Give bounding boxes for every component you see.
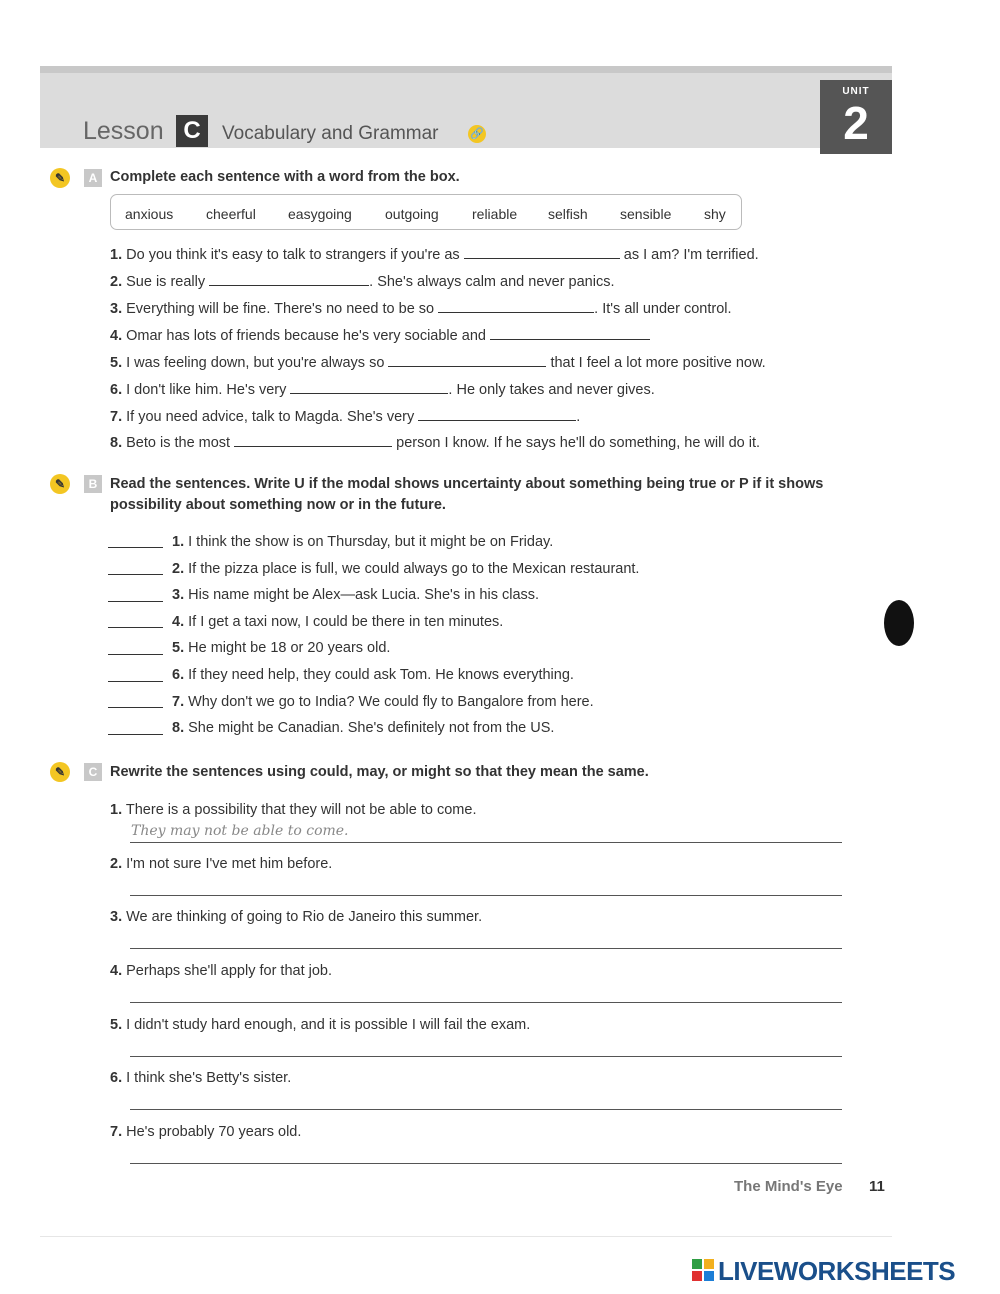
sample-answer: They may not be able to come. [131, 823, 349, 839]
answer-line[interactable] [130, 842, 842, 843]
section-a-sentence: 8. Beto is the most person I know. If he says he'll do something, he will do it. [110, 435, 761, 451]
answer-blank[interactable] [108, 707, 163, 708]
section-a-sentence: 1. Do you think it's easy to talk to strangers if you're as as I am? I'm terrified. [110, 247, 759, 263]
unit-label: UNIT [842, 86, 870, 97]
section-c-sentence: 4. Perhaps she'll apply for that job. [110, 963, 333, 979]
answer-blank[interactable] [209, 273, 369, 286]
answer-blank[interactable] [418, 408, 576, 421]
edit-icon[interactable]: ✎ [50, 762, 70, 782]
section-a-sentence: 5. I was feeling down, but you're always so that I feel a lot more positive now. [110, 355, 766, 371]
word-box-item: reliable [472, 206, 518, 222]
answer-blank[interactable] [234, 434, 392, 447]
lesson-word: Lesson [83, 117, 164, 145]
logo-icon [692, 1259, 714, 1281]
edit-icon[interactable]: ✎ [50, 474, 70, 494]
section-a-sentence: 7. If you need advice, talk to Magda. She's very . [110, 409, 581, 425]
answer-blank[interactable] [290, 381, 448, 394]
section-c-instruction: Rewrite the sentences using could, may, or might so that they mean the same. [110, 764, 649, 780]
section-b-letter: B [84, 475, 102, 493]
answer-blank[interactable] [108, 681, 163, 682]
page-number: 11 [869, 1178, 885, 1195]
answer-line[interactable] [130, 1002, 842, 1003]
section-b-sentence: 2. If the pizza place is full, we could always go to the Mexican restaurant. [172, 561, 640, 577]
link-icon[interactable]: 🔗 [468, 125, 486, 143]
book-title: The Mind's Eye [734, 1178, 843, 1195]
word-box-item: selfish [548, 206, 588, 222]
section-b-sentence: 7. Why don't we go to India? We could fly to Bangalore from here. [172, 694, 594, 710]
answer-line[interactable] [130, 948, 842, 949]
word-box-item: sensible [620, 206, 672, 222]
section-b-sentence: 6. If they need help, they could ask Tom. He knows everything. [172, 667, 574, 683]
answer-blank[interactable] [388, 354, 546, 367]
section-c-sentence: 7. He's probably 70 years old. [110, 1124, 302, 1140]
answer-blank[interactable] [108, 601, 163, 602]
section-c-sentence: 3. We are thinking of going to Rio de Janeiro this summer. [110, 909, 483, 925]
answer-blank[interactable] [108, 574, 163, 575]
section-c-sentence: 5. I didn't study hard enough, and it is possible I will fail the exam. [110, 1017, 531, 1033]
word-box [110, 194, 742, 230]
section-a-letter: A [84, 169, 102, 187]
answer-line[interactable] [130, 1109, 842, 1110]
answer-blank[interactable] [490, 327, 650, 340]
answer-blank[interactable] [108, 547, 163, 548]
section-a-instruction: Complete each sentence with a word from the box. [110, 169, 460, 185]
section-b-sentence: 4. If I get a taxi now, I could be there in ten minutes. [172, 614, 504, 630]
section-c-letter: C [84, 763, 102, 781]
section-b-sentence: 1. I think the show is on Thursday, but it might be on Friday. [172, 534, 554, 550]
answer-line[interactable] [130, 1163, 842, 1164]
unit-number: 2 [843, 97, 869, 149]
answer-line[interactable] [130, 895, 842, 896]
worksheet-page [40, 66, 892, 1236]
section-a-sentence: 4. Omar has lots of friends because he's very sociable and [110, 327, 650, 344]
answer-blank[interactable] [108, 734, 163, 735]
answer-blank[interactable] [108, 627, 163, 628]
section-c-sentence: 2. I'm not sure I've met him before. [110, 856, 333, 872]
word-box-item: shy [704, 206, 726, 222]
answer-blank[interactable] [464, 246, 620, 259]
word-box-item: easygoing [288, 206, 352, 222]
lesson-letter: C [176, 115, 208, 147]
section-a-sentence: 3. Everything will be fine. There's no need to be so . It's all under control. [110, 301, 732, 317]
section-c-sentence: 6. I think she's Betty's sister. [110, 1070, 292, 1086]
word-box-item: cheerful [206, 206, 256, 222]
side-tab[interactable] [884, 600, 914, 646]
logo-text: LIVEWORKSHEETS [718, 1256, 956, 1286]
section-c-sentence: 1. There is a possibility that they will not be able to come. [110, 802, 477, 818]
section-b-sentence: 3. His name might be Alex—ask Lucia. She's in his class. [172, 587, 540, 603]
footer-divider [40, 1236, 892, 1237]
section-a-sentence: 6. I don't like him. He's very . He only takes and never gives. [110, 382, 655, 398]
answer-blank[interactable] [108, 654, 163, 655]
answer-blank[interactable] [438, 300, 594, 313]
edit-icon[interactable]: ✎ [50, 168, 70, 188]
word-box-item: anxious [125, 206, 174, 222]
section-b-instruction: Read the sentences. Write U if the modal shows uncertainty about something being true or P if it shows possibility about something now or in the future. [110, 476, 824, 513]
word-box-item: outgoing [385, 206, 439, 222]
section-a-sentence: 2. Sue is really . She's always calm and never panics. [110, 274, 615, 290]
lesson-title: Vocabulary and Grammar [222, 123, 439, 144]
unit-box [820, 80, 892, 154]
answer-line[interactable] [130, 1056, 842, 1057]
section-b-sentence: 8. She might be Canadian. She's definitely not from the US. [172, 720, 555, 736]
lesson-header [40, 66, 892, 148]
section-b-sentence: 5. He might be 18 or 20 years old. [172, 640, 391, 656]
